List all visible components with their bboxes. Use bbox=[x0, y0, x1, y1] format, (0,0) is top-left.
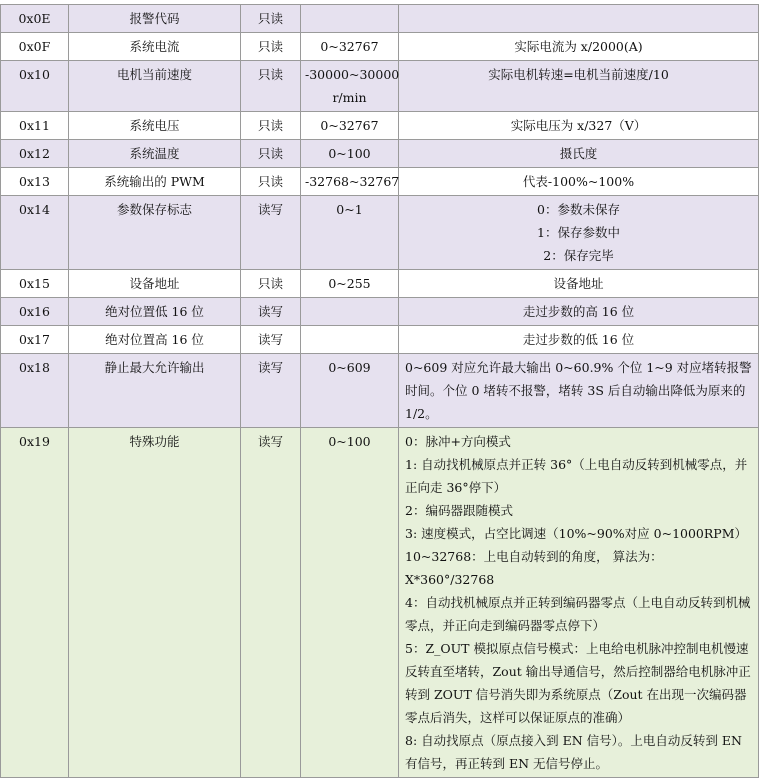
register-range: 0~1 bbox=[301, 196, 399, 270]
description-line: 2：编码器跟随模式 bbox=[405, 503, 513, 518]
register-description: 摄氏度 bbox=[399, 140, 759, 168]
register-name: 设备地址 bbox=[69, 270, 241, 298]
register-name: 系统电流 bbox=[69, 33, 241, 61]
register-access: 只读 bbox=[241, 112, 301, 140]
table-row bbox=[1, 61, 759, 112]
register-access: 只读 bbox=[241, 168, 301, 196]
register-range bbox=[301, 5, 399, 33]
description-line: 5：Z_OUT 模拟原点信号模式：上电给电机脉冲控制电机慢速反转直至堵转，Zout 输出导通信号，然后控制器给电机脉冲正转到 ZOUT 信号消失即为系统原点（Zout 在出现一次编码器零点后消失，这样可以保证原点的准确） bbox=[405, 641, 751, 725]
description-line: 1：保存参数中 bbox=[537, 225, 620, 240]
register-address: 0x19 bbox=[1, 428, 69, 778]
register-address: 0x14 bbox=[1, 196, 69, 270]
description-line: 1: 自动找机械原点并正转 36°（上电自动反转到机械零点，并正向走 36°停下） bbox=[405, 457, 748, 495]
register-address: 0x12 bbox=[1, 140, 69, 168]
register-description: 设备地址 bbox=[399, 270, 759, 298]
description-line: 0：参数未保存 bbox=[537, 202, 620, 217]
description-line: 10~32768：上电自动转到的角度， 算法为： X*360°/32768 bbox=[405, 549, 663, 587]
register-access: 读写 bbox=[241, 428, 301, 778]
register-access: 只读 bbox=[241, 270, 301, 298]
register-description: 走过步数的低 16 位 bbox=[399, 326, 759, 354]
register-address: 0x0F bbox=[1, 33, 69, 61]
register-access: 读写 bbox=[241, 298, 301, 326]
register-name: 参数保存标志 bbox=[69, 196, 241, 270]
register-name: 报警代码 bbox=[69, 5, 241, 33]
register-access: 读写 bbox=[241, 326, 301, 354]
register-description: 实际电流为 x/2000(A) bbox=[399, 33, 759, 61]
register-name: 系统温度 bbox=[69, 140, 241, 168]
register-range: 0~100 bbox=[301, 140, 399, 168]
register-access: 只读 bbox=[241, 5, 301, 33]
register-description: 实际电机转速=电机当前速度/10 bbox=[399, 61, 759, 112]
register-name: 电机当前速度 bbox=[69, 61, 241, 112]
register-access: 只读 bbox=[241, 33, 301, 61]
register-description: 走过步数的高 16 位 bbox=[399, 298, 759, 326]
description-line: 2：保存完毕 bbox=[543, 248, 614, 263]
register-range: 0~255 bbox=[301, 270, 399, 298]
table-row bbox=[1, 168, 759, 196]
register-description: 代表-100%~100% bbox=[399, 168, 759, 196]
description-line: 8: 自动找原点（原点接入到 EN 信号）。上电自动反转到 EN 有信号，再正转到 EN 无信号停止。 bbox=[405, 733, 742, 771]
register-range: 0~32767 bbox=[301, 33, 399, 61]
register-description bbox=[399, 196, 759, 270]
register-range: 0~609 bbox=[301, 354, 399, 428]
register-range: -30000~30000 r/min bbox=[301, 61, 399, 112]
register-name: 系统输出的 PWM bbox=[69, 168, 241, 196]
register-address: 0x13 bbox=[1, 168, 69, 196]
register-description: 0~609 对应允许最大输出 0~60.9% 个位 1~9 对应堵转报警时间。个位 0 堵转不报警，堵转 3S 后自动输出降低为原来的 1/2。 bbox=[399, 354, 759, 428]
register-range bbox=[301, 326, 399, 354]
register-access: 读写 bbox=[241, 354, 301, 428]
table-row bbox=[1, 112, 759, 140]
register-name: 系统电压 bbox=[69, 112, 241, 140]
description-line: 4：自动找机械原点并正转到编码器零点（上电自动反转到机械零点，并正向走到编码器零点停下） bbox=[405, 595, 751, 633]
register-address: 0x0E bbox=[1, 5, 69, 33]
register-description bbox=[399, 5, 759, 33]
register-address: 0x15 bbox=[1, 270, 69, 298]
table-row bbox=[1, 428, 759, 778]
table-row bbox=[1, 196, 759, 270]
table-row bbox=[1, 140, 759, 168]
register-access: 读写 bbox=[241, 196, 301, 270]
register-range: 0~100 bbox=[301, 428, 399, 778]
register-range: 0~32767 bbox=[301, 112, 399, 140]
table-row bbox=[1, 270, 759, 298]
register-address: 0x11 bbox=[1, 112, 69, 140]
table-row bbox=[1, 5, 759, 33]
register-description: 实际电压为 x/327（V） bbox=[399, 112, 759, 140]
register-address: 0x18 bbox=[1, 354, 69, 428]
register-description bbox=[399, 428, 759, 778]
register-address: 0x17 bbox=[1, 326, 69, 354]
table-row bbox=[1, 326, 759, 354]
register-name: 绝对位置高 16 位 bbox=[69, 326, 241, 354]
register-access: 只读 bbox=[241, 61, 301, 112]
register-range bbox=[301, 298, 399, 326]
table-row bbox=[1, 354, 759, 428]
register-name: 静止最大允许输出 bbox=[69, 354, 241, 428]
table-row bbox=[1, 298, 759, 326]
register-range: -32768~32767 bbox=[301, 168, 399, 196]
register-access: 只读 bbox=[241, 140, 301, 168]
register-address: 0x10 bbox=[1, 61, 69, 112]
register-table bbox=[0, 4, 759, 778]
table-row bbox=[1, 33, 759, 61]
register-address: 0x16 bbox=[1, 298, 69, 326]
description-line: 0：脉冲+方向模式 bbox=[405, 434, 511, 449]
description-line: 3: 速度模式，占空比调速（10%~90%对应 0~1000RPM） bbox=[405, 526, 748, 541]
register-name: 特殊功能 bbox=[69, 428, 241, 778]
register-name: 绝对位置低 16 位 bbox=[69, 298, 241, 326]
